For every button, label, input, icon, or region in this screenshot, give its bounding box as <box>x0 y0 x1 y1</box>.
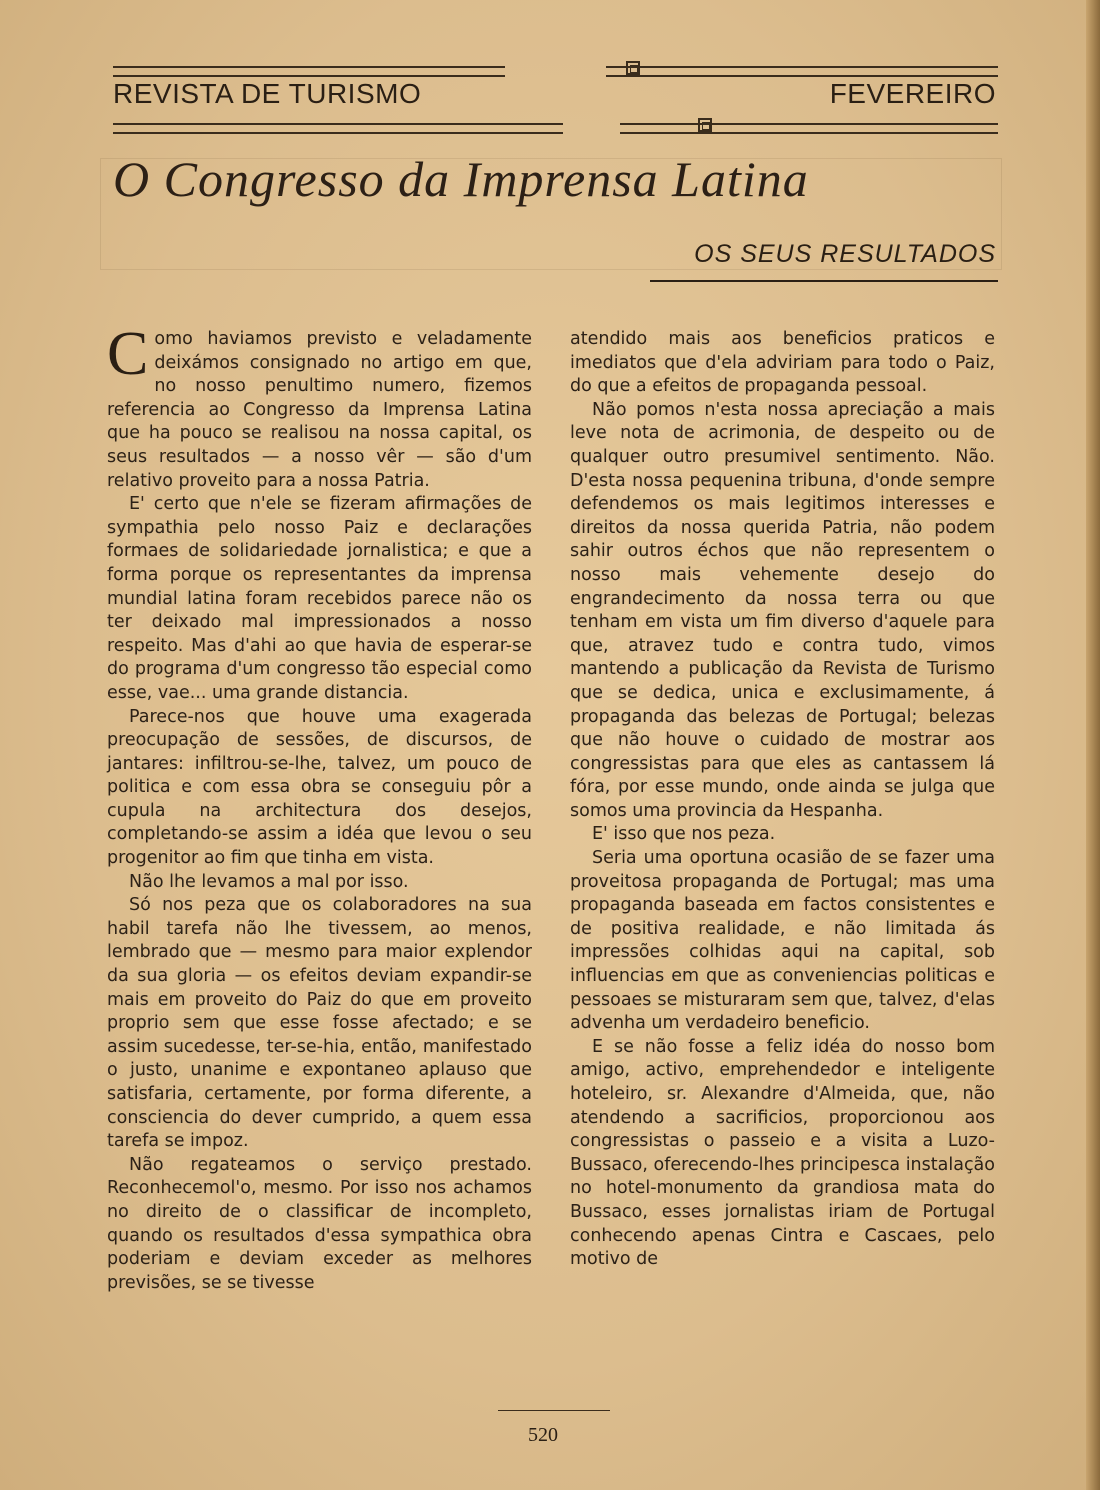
paragraph: Não regateamos o serviço prestado. Reconhecemol'o, mesmo. Por isso nos achamos no direito de o classificar de incompleto, quando os resultados d'essa sympathica obra poderiam e deviam exceder as melhores previsões, se se tivesse <box>107 1154 532 1293</box>
page-edge <box>1086 0 1100 1490</box>
issue-month: FEVEREIRO <box>829 78 996 109</box>
paragraph: E' certo que n'ele se fizeram afirmações de sympathia pelo nosso Paiz e declarações formaes de solidariedade jornalistica; e que a forma porque os representantes da imprensa mundial latina foram recebidos parece não os ter deixado mal impressionados a nosso respeito. Mas d'ahi ao que havia de esperar-se do programa d'um congresso tão especial como esse, vae... uma grande distancia. <box>107 494 532 703</box>
left-column <box>107 320 532 1295</box>
paragraph: E se não fosse a feliz idéa do nosso bom amigo, activo, emprehendedor e inteligente hoteleiro, sr. Alexandre d'Almeida, que, não atendendo a sacrificios, proporcionou aos congressistas o passeio e a visita a Luzo-Bussaco, oferecendo-lhes principesca instalação no hotel-monumento da grandiosa mata do Bussaco, esses jornalistas iriam de Portugal conhecendo apenas Cintra e Cascaes, pelo motivo de <box>570 1036 995 1270</box>
paragraph: Seria uma oportuna ocasião de se fazer uma proveitosa propaganda de Portugal; mas uma propaganda baseada em factos consistentes e de positiva realidade, e não limitada ás impressões colhidas aqui na capital, sob influencias em que as conveniencias politicas e pessoaes se misturaram sem que, talvez, d'elas advenha um verdadeiro beneficio. <box>570 848 995 1034</box>
right-column <box>570 328 995 1272</box>
header-bottom-rule <box>113 121 998 133</box>
article-title: O Congresso da Imprensa Latina <box>113 151 809 207</box>
header-top-rule <box>113 64 998 76</box>
paragraph: E' isso que nos peza. <box>592 824 776 845</box>
magazine-name: REVISTA DE TURISMO <box>113 78 422 109</box>
paragraph-text: omo haviamos previsto e veladamente deixámos consignado no artigo em que, no nosso penultimo numero, fizemos referencia ao Congresso da Imprensa Latina que ha pouco se realisou na nossa capital, os seus resultados — a nosso vêr — são d'um relativo proveito para a nossa Patria. <box>107 329 532 491</box>
article-subtitle: OS SEUS RESULTADOS <box>694 240 996 268</box>
drop-cap: C <box>107 320 149 388</box>
paragraph: Só nos peza que os colaboradores na sua habil tarefa não lhe tivessem, ao menos, lembrado que — mesmo para maior explendor da sua gloria — os efeitos deviam expandir-se mais em proveito do Paiz do que em proveito proprio sem que esse fosse afectado; e se assim sucedesse, ter-se-hia, então, manifestado o justo, unanime e expontaneo aplauso que satisfaria, certamente, por forma diferente, a consciencia do dever cumprido, a quem essa tarefa se impoz. <box>107 895 532 1152</box>
paragraph <box>107 320 532 493</box>
page-number: 520 <box>528 1424 558 1446</box>
paragraph: Não pomos n'esta nossa apreciação a mais leve nota de acrimonia, de despeito ou de qualquer outro presumivel sentimento. Não. D'esta nossa pequenina tribuna, d'onde sempre defendemos os mais legitimos interesses e direitos da nossa querida Patria, não podem sahir outros échos que não representem o nosso mais vehemente desejo do engrandecimento da nossa terra ou que tenham em vista um fim diverso d'aquele para que, atravez tudo e contra tudo, vimos mantendo a publicação da Revista de Turismo que se dedica, unica e exclusimamente, á propaganda das belezas de Portugal; belezas que não houve o cuidado de mostrar aos congressistas para que eles as cantassem lá fóra, por esse mundo, onde ainda se julga que somos uma provincia da Hespanha. <box>570 399 995 821</box>
paragraph: atendido mais aos beneficios praticos e imediatos que d'ela adviriam para todo o Paiz, do que a efeitos de propaganda pessoal. <box>570 329 995 397</box>
paragraph: Parece-nos que houve uma exagerada preocupação de sessões, de discursos, de jantares: infiltrou-se-lhe, talvez, um pouco de politica e com essa obra se conseguiu pôr a cupula na architectura dos desejos, completando-se assim a idéa que levou o seu progenitor ao fim que tinha em vista. <box>107 706 532 869</box>
footer-rule <box>498 1410 610 1411</box>
subtitle-underline <box>650 280 998 282</box>
paragraph: Não lhe levamos a mal por isso. <box>129 871 409 892</box>
